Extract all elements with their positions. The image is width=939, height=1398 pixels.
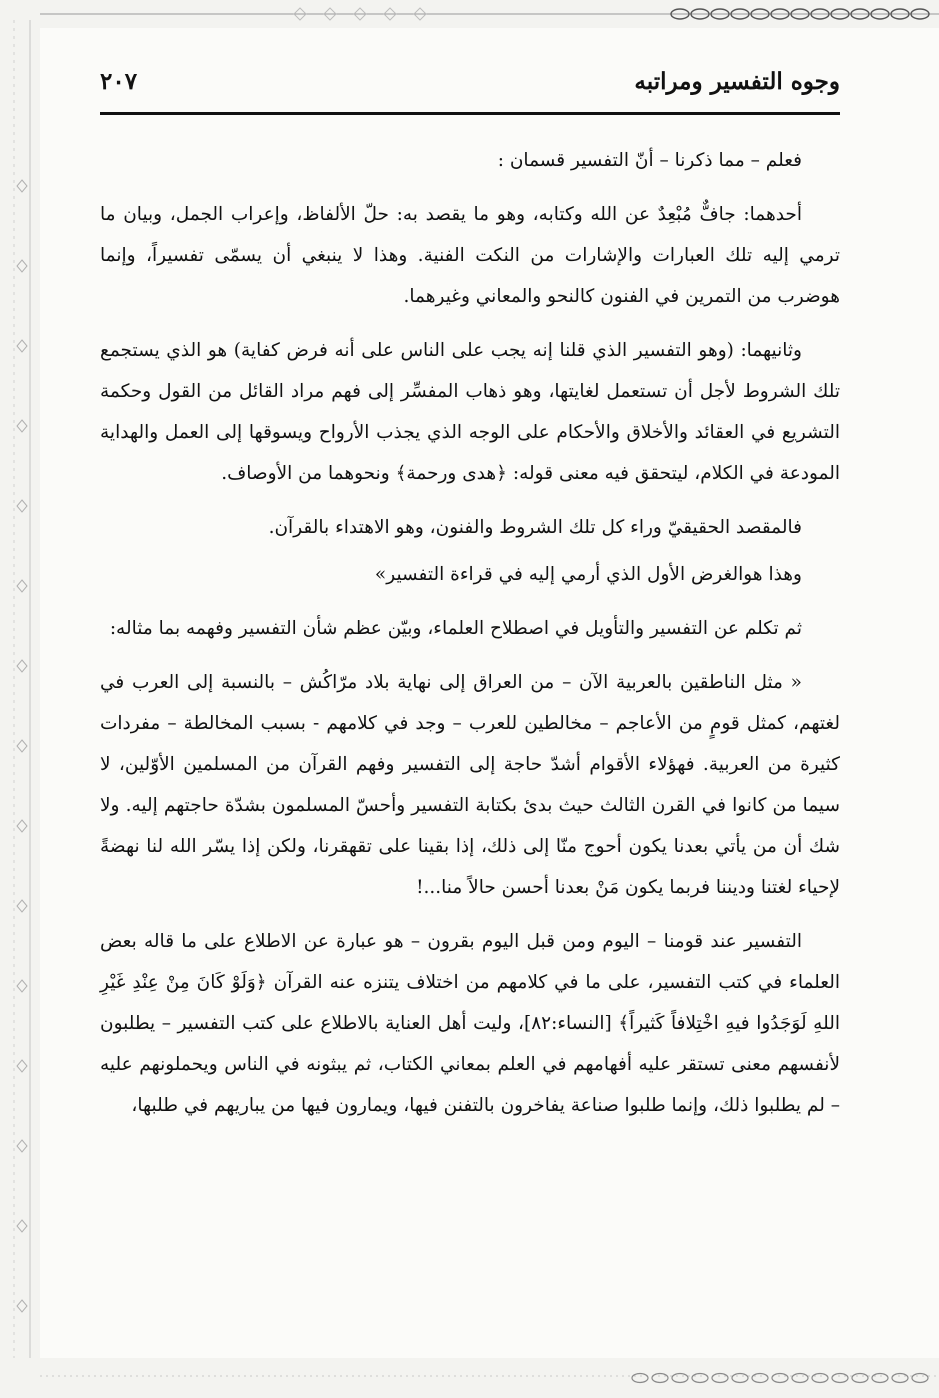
paragraph: فعلم – مما ذكرنا – أنّ التفسير قسمان : <box>497 150 802 171</box>
paragraph-quotation: « مثل الناطقين بالعربية الآن – من العراق إلى نهاية بلاد مرّاكُش – بالنسبة إلى العرب في لغتهم، كمثل قومٍ من الأعاجم – مخالطين للعرب – وجد في كلامهم - بسبب المخالطة – مفردات كثيرة من العربية. فهؤلاء الأقوام أشدّ حاجة إلى التفسير وفهم القرآن من المسلمين الأوّلين، لا سيما من كانوا في القرن الثالث حيث بدئ بكتابة التفسير وأحسّ المسلمون بشدّة حاجتهم إليه. ولا شك أن من يأتي بعدنا يكون أحوج منّا إلى ذلك، إذا بقينا على تقهقرنا، ولكن إذا يسّر الله لنا نهضةً لإحياء لغتنا وديننا فربما يكون مَنْ بعدنا أحسن حالاً منا...! <box>100 672 840 898</box>
decorative-bottom-border <box>0 1358 939 1398</box>
paragraph: أحدهما: جافٌّ مُبْعِدٌ عن الله وكتابه، وهو ما يقصد به: حلّ الألفاظ، وإعراب الجمل، وبيان ما ترمي إليه تلك العبارات والإشارات من النكت الفنية. وهذا لا ينبغي أن يسمّى تفسيراً، وإنما هوضرب من التمرين في الفنون كالنحو والمعاني وغيرهما. <box>100 204 840 307</box>
decorative-top-border <box>0 0 939 28</box>
paragraph: وهذا هوالغرض الأول الذي أرمي إليه في قراءة التفسير» <box>374 564 802 585</box>
running-title: وجوه التفسير ومراتبه <box>634 68 840 95</box>
decorative-left-border <box>0 0 40 1398</box>
page-number: ٢٠٧ <box>100 68 138 95</box>
paragraph: ثم تكلم عن التفسير والتأويل في اصطلاح العلماء، وبيّن عظم شأن التفسير وفهمه بما مثاله: <box>109 618 802 639</box>
page-body-text <box>100 140 840 1139</box>
page-header <box>100 66 840 110</box>
paragraph: وثانيهما: (وهو التفسير الذي قلنا إنه يجب على الناس على أنه فرض كفاية) هو الذي يستجمع تلك الشروط لأجل أن تستعمل لغايتها، وهو ذهاب المفسِّر إلى فهم مراد القائل من القول وحكمة التشريع في العقائد والأخلاق والأحكام على الوجه الذي يجذب الأرواح ويسوقها إلى العمل والهداية المودعة في الكلام، ليتحقق فيه معنى قوله: ﴿هدى ورحمة﴾ ونحوهما من الأوصاف. <box>100 340 840 484</box>
paragraph: التفسير عند قومنا – اليوم ومن قبل اليوم بقرون – هو عبارة عن الاطلاع على ما قاله بعض العلماء في كتب التفسير، على ما في كلامهم من اختلاف يتنزه عنه القرآن ﴿وَلَوْ كَانَ مِنْ عِنْدِ غَيْرِ اللهِ لَوَجَدُوا فيهِ اخْتِلافاً كَثيراً﴾ [النساء:٨٢]، وليت أهل العناية بالاطلاع على كتب التفسير – يطلبون لأنفسهم معنى تستقر عليه أفهامهم في العلم بمعاني الكتاب، ثم يبثونه في الناس ويحملونهم عليه – لم يطلبوا ذلك، وإنما طلبوا صناعة يفاخرون بالتفنن فيها، ويمارون فيها من يباريهم في طلبها، <box>100 931 840 1116</box>
header-divider <box>100 112 840 115</box>
paragraph: فالمقصد الحقيقيّ وراء كل تلك الشروط والفنون، وهو الاهتداء بالقرآن. <box>268 517 802 538</box>
